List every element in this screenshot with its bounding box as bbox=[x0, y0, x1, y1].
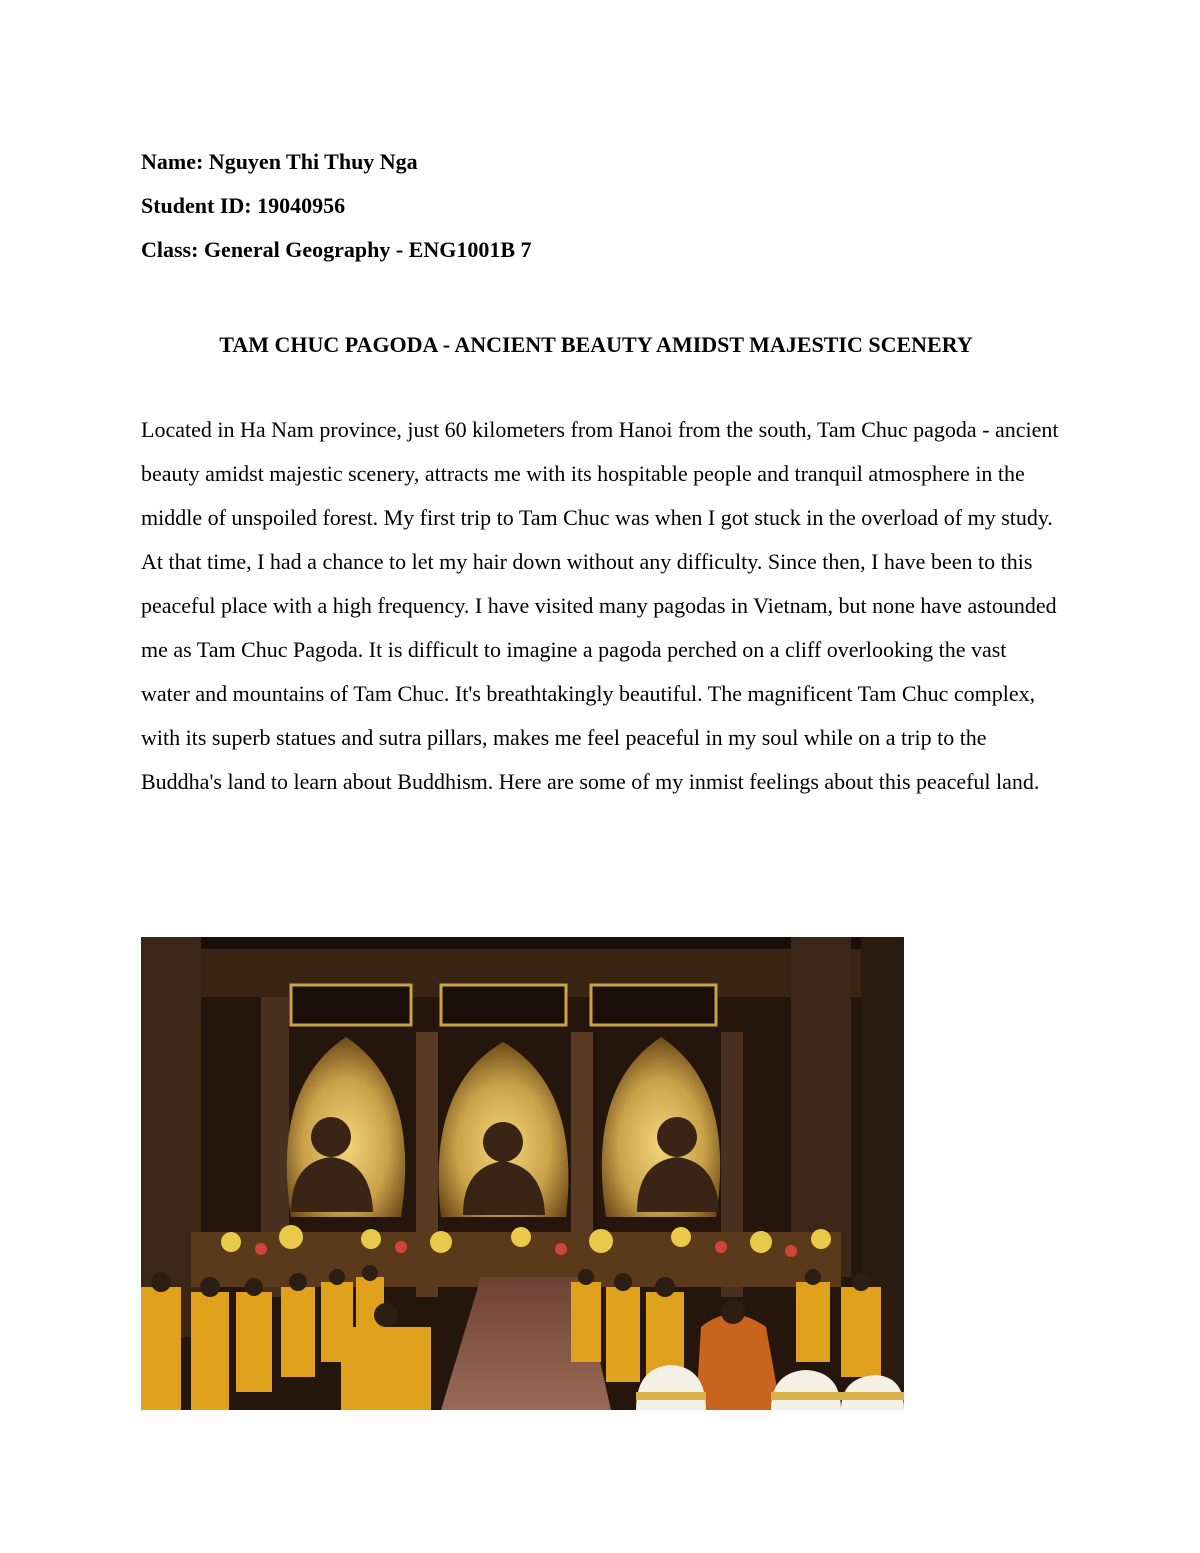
pagoda-interior-photo bbox=[141, 937, 904, 1410]
class-info: Class: General Geography - ENG1001B 7 bbox=[141, 237, 532, 262]
student-id: Student ID: 19040956 bbox=[141, 193, 346, 218]
student-info bbox=[141, 140, 532, 272]
essay-title: TAM CHUC PAGODA - ANCIENT BEAUTY AMIDST MAJESTIC SCENERY bbox=[219, 332, 973, 357]
essay-paragraph: Located in Ha Nam province, just 60 kilometers from Hanoi from the south, Tam Chuc pagoda - ancient beauty amidst majestic scenery, attracts me with its hospitable people and tranquil atmosphere in the middle of unspoiled forest. My first trip to Tam Chuc was when I got stuck in the overload of my study. At that time, I had a chance to let my hair down without any difficulty. Since then, I have been to this peaceful place with a high frequency. I have visited many pagodas in Vietnam, but none have astounded me as Tam Chuc Pagoda. It is difficult to imagine a pagoda perched on a cliff overlooking the vast water and mountains of Tam Chuc. It's breathtakingly beautiful. The magnificent Tam Chuc complex, with its superb statues and sutra pillars, makes me feel peaceful in my soul while on a trip to the Buddha's land to learn about Buddhism. Here are some of my inmist feelings about this peaceful land. bbox=[141, 417, 1059, 794]
student-name: Name: Nguyen Thi Thuy Nga bbox=[141, 149, 418, 174]
